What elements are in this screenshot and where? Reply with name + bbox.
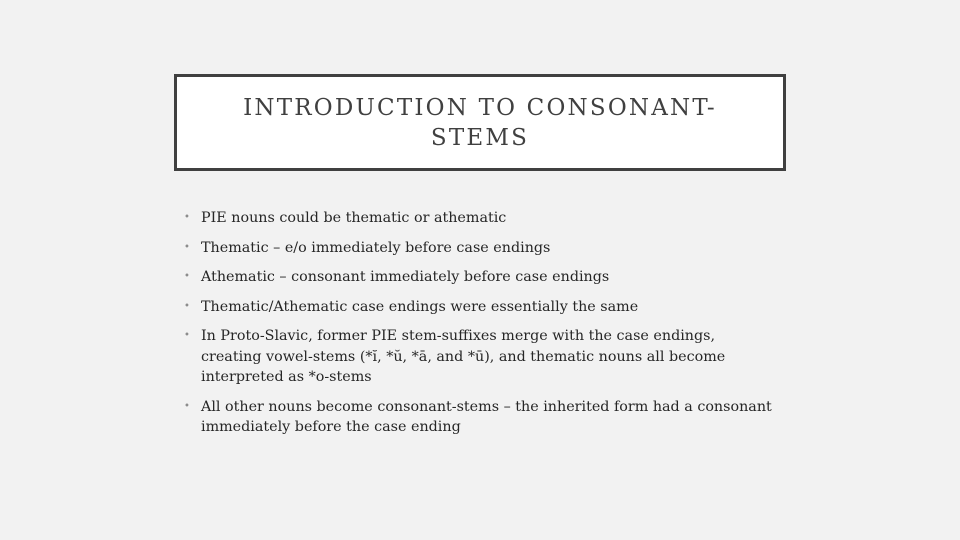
bullet-marker: • bbox=[184, 400, 190, 412]
bullet-text: Athematic – consonant immediately before case endings bbox=[201, 269, 610, 285]
bullet-item bbox=[184, 208, 774, 229]
slide-title-line-1: INTRODUCTION TO CONSONANT- bbox=[243, 94, 717, 121]
bullet-list bbox=[184, 208, 774, 438]
slide-title-box bbox=[174, 74, 786, 171]
bullet-text: In Proto-Slavic, former PIE stem-suffixes merge with the case endings, creating vowel-stems (*ĭ, *ŭ, *ā, and *ū), and thematic nouns all become interpreted as *o-stems bbox=[201, 328, 726, 385]
bullet-text: PIE nouns could be thematic or athematic bbox=[201, 210, 507, 226]
bullet-text: Thematic/Athematic case endings were essentially the same bbox=[201, 298, 639, 315]
bullet-marker: • bbox=[184, 330, 190, 341]
bullet-item bbox=[184, 267, 774, 288]
bullet-marker: • bbox=[184, 241, 190, 253]
bullet-marker: • bbox=[184, 271, 190, 282]
bullet-item bbox=[184, 397, 774, 438]
bullet-text: All other nouns become consonant-stems – the inherited form had a consonant immediately before the case ending bbox=[201, 398, 772, 435]
slide-title-line-2: STEMS bbox=[430, 124, 530, 151]
bullet-text: Thematic – e/o immediately before case endings bbox=[201, 239, 551, 256]
bullet-item bbox=[184, 297, 774, 318]
bullet-item bbox=[184, 326, 774, 388]
bullet-marker: • bbox=[184, 300, 190, 312]
bullet-item bbox=[184, 238, 774, 259]
bullet-marker: • bbox=[184, 212, 190, 223]
